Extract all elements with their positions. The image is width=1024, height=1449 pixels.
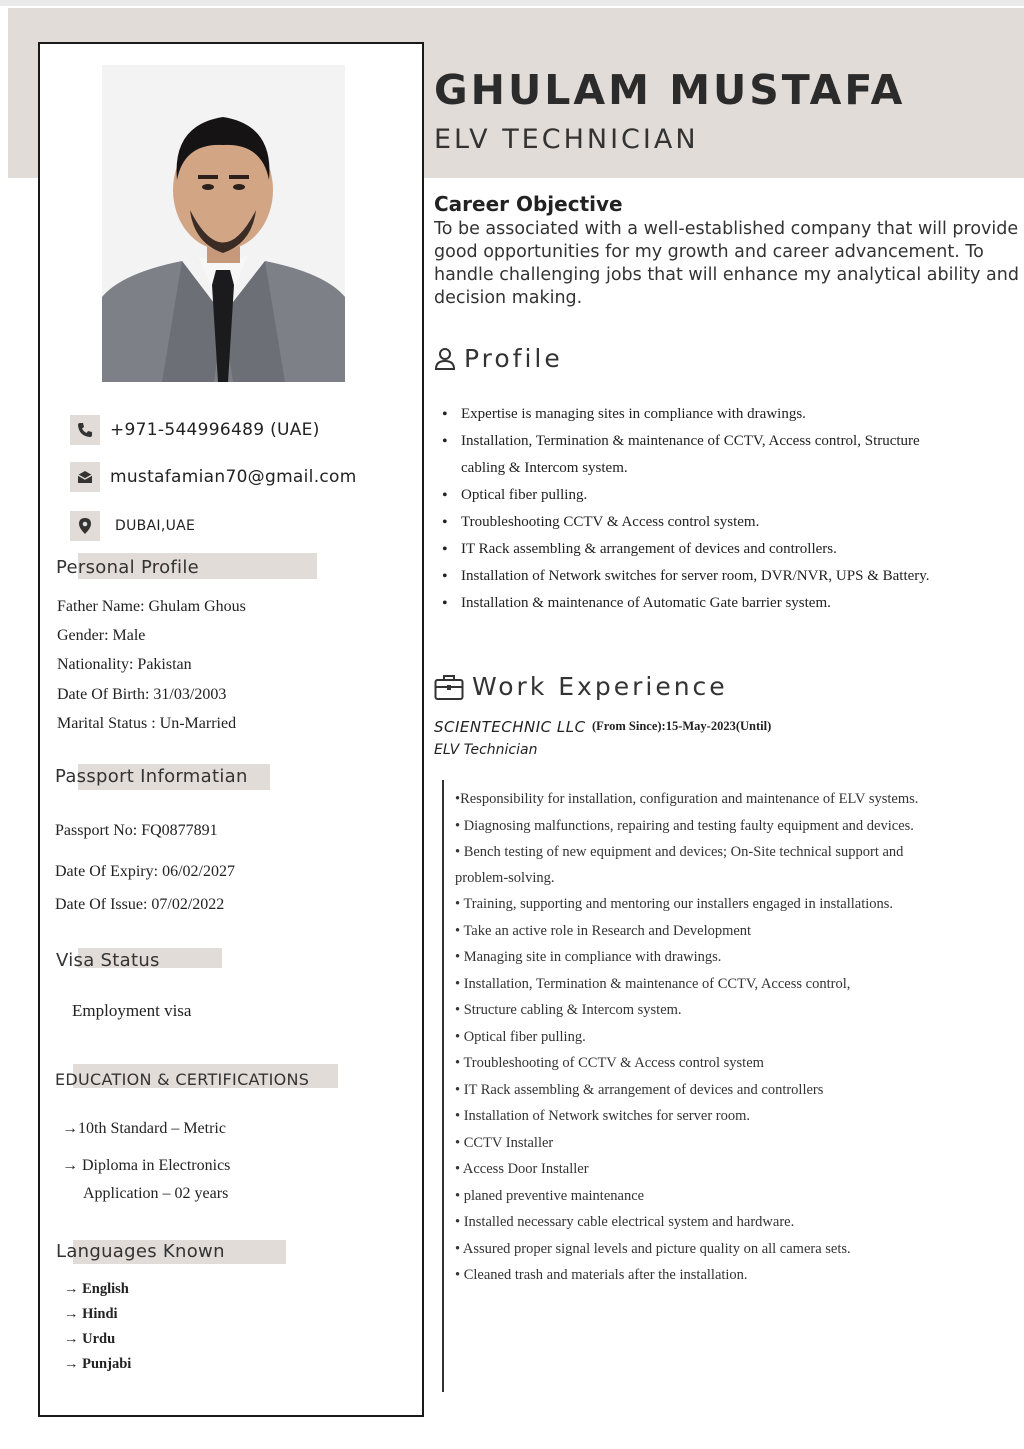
profile-item: • Installation & maintenance of Automatic Gate barrier system. — [440, 590, 940, 617]
education-item-2-detail: Application – 02 years — [83, 1185, 229, 1202]
contact-phone — [70, 415, 320, 445]
language-punjabi: → Punjabi — [64, 1356, 132, 1372]
employment-period: (From Since):15-May-2023(Until) — [592, 719, 772, 733]
profile-title: Profile — [464, 344, 563, 373]
objective-title: Career Objective — [434, 192, 623, 216]
top-strip — [0, 0, 1024, 6]
contact-location — [70, 511, 195, 541]
duty-item: • Structure cabling & Intercom system. — [455, 1002, 682, 1018]
visa-title: Visa Status — [56, 950, 160, 971]
person-illustration — [102, 65, 345, 382]
duty-item: • Training, supporting and mentoring our installers engaged in installations. — [455, 896, 894, 912]
candidate-role: ELV TECHNICIAN — [434, 124, 699, 155]
duty-item: • Cleaned trash and materials after the installation. — [455, 1267, 748, 1283]
duties-list — [455, 787, 930, 1290]
person-icon — [434, 347, 456, 371]
work-heading — [434, 672, 728, 701]
passport-number: Passport No: FQ0877891 — [55, 822, 218, 839]
education-item-1: →10th Standard – Metric — [62, 1120, 226, 1137]
location-text: DUBAI,UAE — [115, 518, 196, 534]
date-of-birth: Date Of Birth: 31/03/2003 — [57, 686, 227, 703]
profile-item: • Installation of Network switches for server room, DVR/NVR, UPS & Battery. — [440, 563, 940, 590]
gender: Gender: Male — [57, 627, 146, 644]
portrait-photo — [102, 65, 345, 382]
job-title: ELV Technician — [434, 742, 538, 758]
language-hindi: → Hindi — [64, 1306, 118, 1322]
company-name: SCIENTECHNIC LLC — [434, 718, 586, 736]
duty-item: • CCTV Installer — [455, 1134, 554, 1151]
visa-value: Employment visa — [72, 1001, 192, 1020]
marital-status: Marital Status : Un-Married — [57, 715, 237, 732]
location-pin-icon — [70, 511, 100, 541]
phone-number: +971-544996489 (UAE) — [110, 420, 320, 440]
objective-text: To be associated with a well-established company that will provide good opportunities for my growth and career advancement. To handle challenging jobs that will enhance my analytical ability and decision making. — [434, 219, 1019, 308]
duty-item: • Bench testing of new equipment and devices; On-Site technical support and problem-solving. — [455, 844, 904, 886]
passport-issue: Date Of Issue: 07/02/2022 — [55, 896, 225, 913]
duty-item: • planed preventive maintenance — [455, 1187, 645, 1204]
duty-item: •Responsibility for installation, configuration and maintenance of ELV systems. — [455, 791, 919, 807]
education-title: EDUCATION & CERTIFICATIONS — [55, 1070, 310, 1089]
language-urdu: → Urdu — [64, 1331, 116, 1347]
father-name: Father Name: Ghulam Ghous — [57, 598, 246, 615]
phone-icon — [70, 415, 100, 445]
profile-item: • Troubleshooting CCTV & Access control system. — [440, 509, 940, 536]
languages-title: Languages Known — [56, 1241, 225, 1262]
duty-item: • Take an active role in Research and Development — [455, 922, 752, 939]
passport-expiry: Date Of Expiry: 06/02/2027 — [55, 863, 235, 880]
duty-item: • Installed necessary cable electrical system and hardware. — [455, 1214, 795, 1230]
profile-list — [440, 401, 940, 617]
profile-item: • Optical fiber pulling. — [440, 482, 940, 509]
duty-item: • Access Door Installer — [455, 1161, 589, 1177]
profile-heading — [434, 344, 563, 373]
timeline-line — [442, 780, 444, 1392]
email-address: mustafamian70@gmail.com — [110, 467, 357, 487]
duty-item: • Diagnosing malfunctions, repairing and testing faulty equipment and devices. — [455, 817, 914, 834]
education-item-2: → Diploma in Electronics — [62, 1157, 231, 1174]
passport-title: Passport Informatian — [55, 766, 248, 787]
contact-email — [70, 462, 357, 492]
work-title: Work Experience — [472, 672, 728, 701]
briefcase-icon — [434, 673, 464, 701]
profile-item: • Expertise is managing sites in compliance with drawings. — [440, 401, 940, 428]
duty-item: • Installation, Termination & maintenance of CCTV, Access control, — [455, 975, 851, 992]
duty-item: • Assured proper signal levels and picture quality on all camera sets. — [455, 1240, 851, 1257]
language-english: → English — [64, 1281, 129, 1297]
duty-item: • Troubleshooting of CCTV & Access control system — [455, 1055, 764, 1071]
duty-item: • IT Rack assembling & arrangement of devices and controllers — [455, 1081, 824, 1098]
profile-item: • Installation, Termination & maintenance of CCTV, Access control, Structure cabling & Intercom system. — [440, 428, 940, 482]
duty-item: • Installation of Network switches for server room. — [455, 1108, 750, 1124]
duty-item: • Optical fiber pulling. — [455, 1028, 586, 1045]
nationality: Nationality: Pakistan — [57, 656, 192, 673]
profile-item: • IT Rack assembling & arrangement of devices and controllers. — [440, 536, 940, 563]
mail-icon — [70, 462, 100, 492]
candidate-name: GHULAM MUSTAFA — [434, 66, 906, 114]
personal-profile-title: Personal Profile — [56, 557, 200, 578]
duty-item: • Managing site in compliance with drawings. — [455, 949, 722, 965]
